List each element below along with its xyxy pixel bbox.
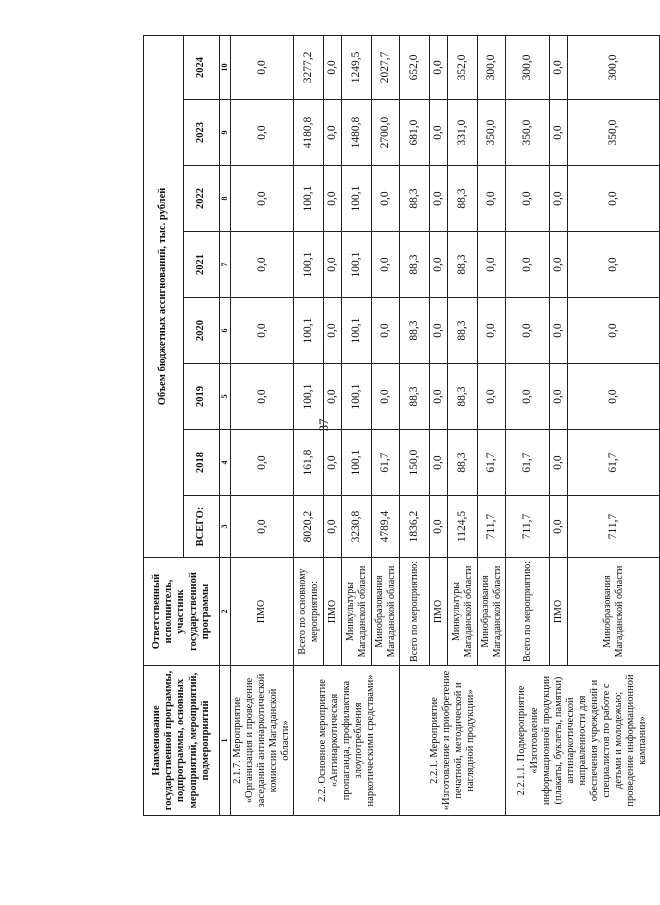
year-value-cell: 0,0 — [324, 430, 342, 496]
year-value-cell: 100,1 — [342, 166, 372, 232]
year-value-cell: 100,1 — [342, 298, 372, 364]
header-year: 2023 — [184, 100, 220, 166]
year-value-cell: 350,0 — [478, 100, 506, 166]
page-number: 37 — [316, 418, 331, 432]
year-value-cell: 300,0 — [568, 35, 660, 99]
year-value-cell: 1480,8 — [342, 100, 372, 166]
year-value-cell: 681,0 — [400, 100, 430, 166]
table-row — [400, 35, 430, 815]
executor-cell: Минкультуры Магаданской области — [342, 558, 372, 666]
executor-cell: ПМО — [324, 558, 342, 666]
year-value-cell: 61,7 — [372, 430, 400, 496]
year-value-cell: 0,0 — [568, 166, 660, 232]
budget-table-rotated — [143, 36, 649, 816]
header-budget: Объем бюджетных ассигнований, тыс. рублей — [144, 35, 184, 557]
year-value-cell: 300,0 — [506, 35, 550, 99]
year-value-cell: 0,0 — [324, 166, 342, 232]
year-value-cell: 100,1 — [342, 430, 372, 496]
total-value-cell: 0,0 — [324, 496, 342, 558]
year-value-cell: 0,0 — [231, 364, 294, 430]
header-executor: Ответственный исполнитель, участник государственной программы — [144, 558, 220, 666]
column-index: 10 — [220, 35, 231, 99]
year-value-cell: 61,7 — [568, 430, 660, 496]
year-value-cell: 0,0 — [550, 166, 568, 232]
executor-cell: Всего по мероприятию: — [400, 558, 430, 666]
executor-cell: Всего по основному мероприятию: — [294, 558, 324, 666]
year-value-cell: 0,0 — [506, 232, 550, 298]
column-index: 1 — [220, 666, 231, 816]
year-value-cell: 350,0 — [506, 100, 550, 166]
total-value-cell: 0,0 — [231, 496, 294, 558]
year-value-cell: 0,0 — [568, 364, 660, 430]
year-value-cell: 0,0 — [430, 166, 448, 232]
year-value-cell: 2027,7 — [372, 35, 400, 99]
year-value-cell: 0,0 — [231, 166, 294, 232]
column-index: 9 — [220, 100, 231, 166]
year-value-cell: 0,0 — [430, 298, 448, 364]
total-value-cell: 1124,5 — [448, 496, 478, 558]
year-value-cell: 61,7 — [506, 430, 550, 496]
table-row — [231, 35, 294, 815]
column-index: 8 — [220, 166, 231, 232]
activity-name: 2.2.1.1. Подмероприятие «Изготовление информационной продукции (плакаты, буклеты, памятки) антинаркотической направленности для обеспечения учреждений и специалистов по работе с детьми и молодежью; проведение информационной кампании» — [506, 666, 660, 816]
year-value-cell: 352,0 — [448, 35, 478, 99]
year-value-cell: 0,0 — [568, 232, 660, 298]
year-value-cell: 0,0 — [430, 232, 448, 298]
year-value-cell: 0,0 — [324, 364, 342, 430]
budget-table — [143, 35, 660, 816]
column-index: 5 — [220, 364, 231, 430]
year-value-cell: 0,0 — [231, 100, 294, 166]
year-value-cell: 0,0 — [231, 430, 294, 496]
column-index: 6 — [220, 298, 231, 364]
header-total: ВСЕГО: — [184, 496, 220, 558]
year-value-cell: 331,0 — [448, 100, 478, 166]
year-value-cell: 0,0 — [324, 100, 342, 166]
year-value-cell: 100,1 — [342, 232, 372, 298]
executor-cell: ПМО — [231, 558, 294, 666]
header-year: 2019 — [184, 364, 220, 430]
year-value-cell: 3277,2 — [294, 35, 324, 99]
year-value-cell: 150,0 — [400, 430, 430, 496]
year-value-cell: 1249,5 — [342, 35, 372, 99]
year-value-cell: 0,0 — [550, 100, 568, 166]
column-index: 2 — [220, 558, 231, 666]
header-year: 2018 — [184, 430, 220, 496]
year-value-cell: 100,1 — [294, 364, 324, 430]
header-year: 2022 — [184, 166, 220, 232]
year-value-cell: 0,0 — [324, 35, 342, 99]
year-value-cell: 300,0 — [478, 35, 506, 99]
column-index: 4 — [220, 430, 231, 496]
year-value-cell: 0,0 — [478, 166, 506, 232]
year-value-cell: 0,0 — [324, 232, 342, 298]
year-value-cell: 88,3 — [400, 364, 430, 430]
total-value-cell: 711,7 — [506, 496, 550, 558]
total-value-cell: 0,0 — [550, 496, 568, 558]
year-value-cell: 0,0 — [430, 35, 448, 99]
year-value-cell: 0,0 — [372, 364, 400, 430]
year-value-cell: 100,1 — [342, 364, 372, 430]
header-year: 2024 — [184, 35, 220, 99]
year-value-cell: 61,7 — [478, 430, 506, 496]
year-value-cell: 2700,0 — [372, 100, 400, 166]
total-value-cell: 4789,4 — [372, 496, 400, 558]
year-value-cell: 0,0 — [478, 232, 506, 298]
year-value-cell: 0,0 — [430, 430, 448, 496]
year-value-cell: 100,1 — [294, 298, 324, 364]
total-value-cell: 711,7 — [478, 496, 506, 558]
year-value-cell: 100,1 — [294, 166, 324, 232]
executor-cell: Минобразования Магаданской области — [568, 558, 660, 666]
table-row — [294, 35, 324, 815]
year-value-cell: 88,3 — [400, 166, 430, 232]
column-index: 3 — [220, 496, 231, 558]
year-value-cell: 652,0 — [400, 35, 430, 99]
year-value-cell: 0,0 — [372, 166, 400, 232]
activity-name: 2.2.1. Мероприятие «Изготовление и приобретение печатной, методической и наглядной продукции» — [400, 666, 506, 816]
year-value-cell: 0,0 — [550, 364, 568, 430]
total-value-cell: 3230,8 — [342, 496, 372, 558]
year-value-cell: 4180,8 — [294, 100, 324, 166]
activity-name: 2.2. Основное мероприятие «Антинаркотическая пропаганда, профилактика злоупотребления наркотическими средствами» — [294, 666, 400, 816]
year-value-cell: 88,3 — [448, 364, 478, 430]
year-value-cell: 0,0 — [430, 364, 448, 430]
year-value-cell: 0,0 — [550, 298, 568, 364]
executor-cell: Минкультуры Магаданской области — [448, 558, 478, 666]
year-value-cell: 0,0 — [478, 364, 506, 430]
year-value-cell: 0,0 — [324, 298, 342, 364]
executor-cell: Минобразования Магаданской области — [372, 558, 400, 666]
year-value-cell: 0,0 — [478, 298, 506, 364]
year-value-cell: 0,0 — [506, 364, 550, 430]
total-value-cell: 0,0 — [430, 496, 448, 558]
year-value-cell: 0,0 — [231, 298, 294, 364]
activity-name: 2.1.7. Мероприятие «Организация и проведение заседаний антинаркотической комиссии Магаданской области» — [231, 666, 294, 816]
table-row — [506, 35, 550, 815]
total-value-cell: 711,7 — [568, 496, 660, 558]
year-value-cell: 0,0 — [372, 232, 400, 298]
year-value-cell: 88,3 — [448, 430, 478, 496]
header-year: 2021 — [184, 232, 220, 298]
year-value-cell: 88,3 — [400, 232, 430, 298]
year-value-cell: 88,3 — [448, 298, 478, 364]
total-value-cell: 1836,2 — [400, 496, 430, 558]
year-value-cell: 0,0 — [506, 298, 550, 364]
executor-cell: Минобразования Магаданской области — [478, 558, 506, 666]
year-value-cell: 0,0 — [506, 166, 550, 232]
year-value-cell: 161,8 — [294, 430, 324, 496]
year-value-cell: 0,0 — [430, 100, 448, 166]
year-value-cell: 350,0 — [568, 100, 660, 166]
table-body — [231, 35, 660, 815]
year-value-cell: 0,0 — [550, 430, 568, 496]
total-value-cell: 8020,2 — [294, 496, 324, 558]
header-year: 2020 — [184, 298, 220, 364]
year-value-cell: 0,0 — [372, 298, 400, 364]
executor-cell: Всего по мероприятию: — [506, 558, 550, 666]
executor-cell: ПМО — [550, 558, 568, 666]
year-value-cell: 88,3 — [448, 166, 478, 232]
year-value-cell: 88,3 — [448, 232, 478, 298]
year-value-cell: 0,0 — [231, 35, 294, 99]
year-value-cell: 0,0 — [550, 232, 568, 298]
year-value-cell: 0,0 — [568, 298, 660, 364]
year-value-cell: 88,3 — [400, 298, 430, 364]
column-index-row — [220, 35, 231, 815]
year-value-cell: 0,0 — [550, 35, 568, 99]
header-name: Наименование государственной программы, подпрограммы, основных мероприятий, мероприятий, подмероприятий — [144, 666, 220, 816]
year-value-cell: 0,0 — [231, 232, 294, 298]
year-value-cell: 100,1 — [294, 232, 324, 298]
column-index: 7 — [220, 232, 231, 298]
executor-cell: ПМО — [430, 558, 448, 666]
